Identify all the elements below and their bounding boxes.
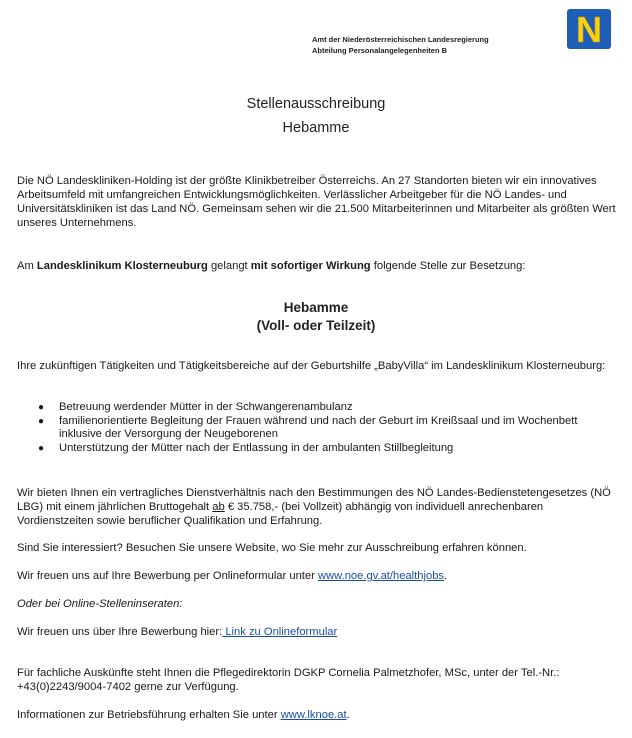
location-prefix: Am xyxy=(17,260,37,272)
apply-online-suffix: . xyxy=(444,570,448,582)
offer-part-1: Wir bieten Ihnen ein vertragliches Dienstverhältnis nach den Bestimmungen des NÖ Landes-Bedienstetengesetzes (NÖ LBG) mit einem jährlichen Bruttogehalt xyxy=(17,487,611,513)
bullet-icon: ● xyxy=(38,402,45,413)
urgency: mit sofortiger Wirkung xyxy=(250,260,371,272)
operations-suffix: . xyxy=(346,709,350,721)
apply-here-sentence xyxy=(17,625,621,639)
tasks-intro: Ihre zukünftigen Tätigkeiten und Tätigkeitsbereiche auf der Geburtshilfe „BabyVilla“ im Landesklinikum Klosterneuburg: xyxy=(17,360,606,372)
operations-text: Informationen zur Betriebsführung erhalten Sie unter xyxy=(17,709,281,721)
task-text: Unterstützung der Mütter nach der Entlassung in der ambulanten Stillbegleitung xyxy=(59,441,454,454)
document-subtitle: Hebamme xyxy=(282,120,350,136)
document-title: Stellenausschreibung xyxy=(246,96,386,112)
operations-sentence xyxy=(17,708,621,722)
position-title: Hebamme xyxy=(283,300,349,315)
logo-letter: N xyxy=(576,9,602,50)
issuing-authority xyxy=(312,34,489,56)
interest-sentence: Sind Sie interessiert? Besuchen Sie unsere Website, wo Sie mehr zur Ausschreibung erfahren können. xyxy=(17,542,527,554)
contact-paragraph: Für fachliche Auskünfte steht Ihnen die Pflegedirektorin DGKP Cornelia Palmetzhofer, MSc, unter der Tel.-Nr.: +43(0)2243/9004-7402 gerne zur Verfügung. xyxy=(17,667,560,693)
position-subtitle: (Voll- oder Teilzeit) xyxy=(256,318,376,333)
location-suffix: folgende Stelle zur Besetzung: xyxy=(370,260,526,272)
authority-line-2: Abteilung Personalangelegenheiten B xyxy=(312,46,448,55)
apply-here-text: Wir freuen uns über Ihre Bewerbung hier: xyxy=(17,626,223,638)
list-item xyxy=(17,415,621,442)
task-text: familienorientierte Begleitung der Frauen während und nach der Geburt im Kreißsaal und im Wochenbett inklusive der Versorgung der Neugeborenen xyxy=(59,414,578,440)
apply-online-text: Wir freuen uns auf Ihre Bewerbung per Onlineformular unter xyxy=(17,570,318,582)
offer-part-2: € 35.758,- (bei Vollzeit) abhängig von individuell anrechenbaren Vordienstzeiten sowie beruflicher Qualifikation und Erfahrung. xyxy=(17,501,544,527)
task-text: Betreuung werdender Mütter in der Schwangerenambulanz xyxy=(59,401,353,413)
lknoe-link[interactable]: www.lknoe.at xyxy=(280,709,347,721)
bullet-icon: ● xyxy=(38,415,45,427)
offer-paragraph xyxy=(17,486,621,528)
healthjobs-link[interactable]: www.noe.gv.at/healthjobs xyxy=(317,570,445,582)
online-form-link[interactable]: Link zu Onlineformular xyxy=(222,626,338,638)
location-middle: gelangt xyxy=(207,260,251,272)
noe-logo xyxy=(566,8,612,50)
bullet-icon: ● xyxy=(38,442,45,454)
intro-paragraph: Die NÖ Landeskliniken-Holding ist der größte Klinikbetreiber Österreichs. An 27 Standorten bieten wir ein innovatives Arbeitsumfeld mit umfangreichen Entwicklungsmöglichkeiten. Verlässlicher Arbeitgeber für die NÖ Landes- und Universitätskliniken ist das Land NÖ. Gemeinsam sehen wir die 21.500 Mitarbeiterinnen und Mitarbeiter als größten Wert unseres Unternehmens. xyxy=(17,175,616,229)
list-item xyxy=(17,401,621,415)
list-item xyxy=(17,442,621,456)
task-list xyxy=(17,401,621,455)
clinic-name: Landesklinikum Klosterneuburg xyxy=(36,260,208,272)
location-sentence xyxy=(17,259,621,273)
offer-ab: ab xyxy=(212,501,225,513)
authority-line-1: Amt der Niederösterreichischen Landesregierung xyxy=(312,35,489,44)
apply-online-sentence xyxy=(17,569,621,583)
portals-label: Oder bei Online-Stelleninseraten: xyxy=(17,598,183,610)
